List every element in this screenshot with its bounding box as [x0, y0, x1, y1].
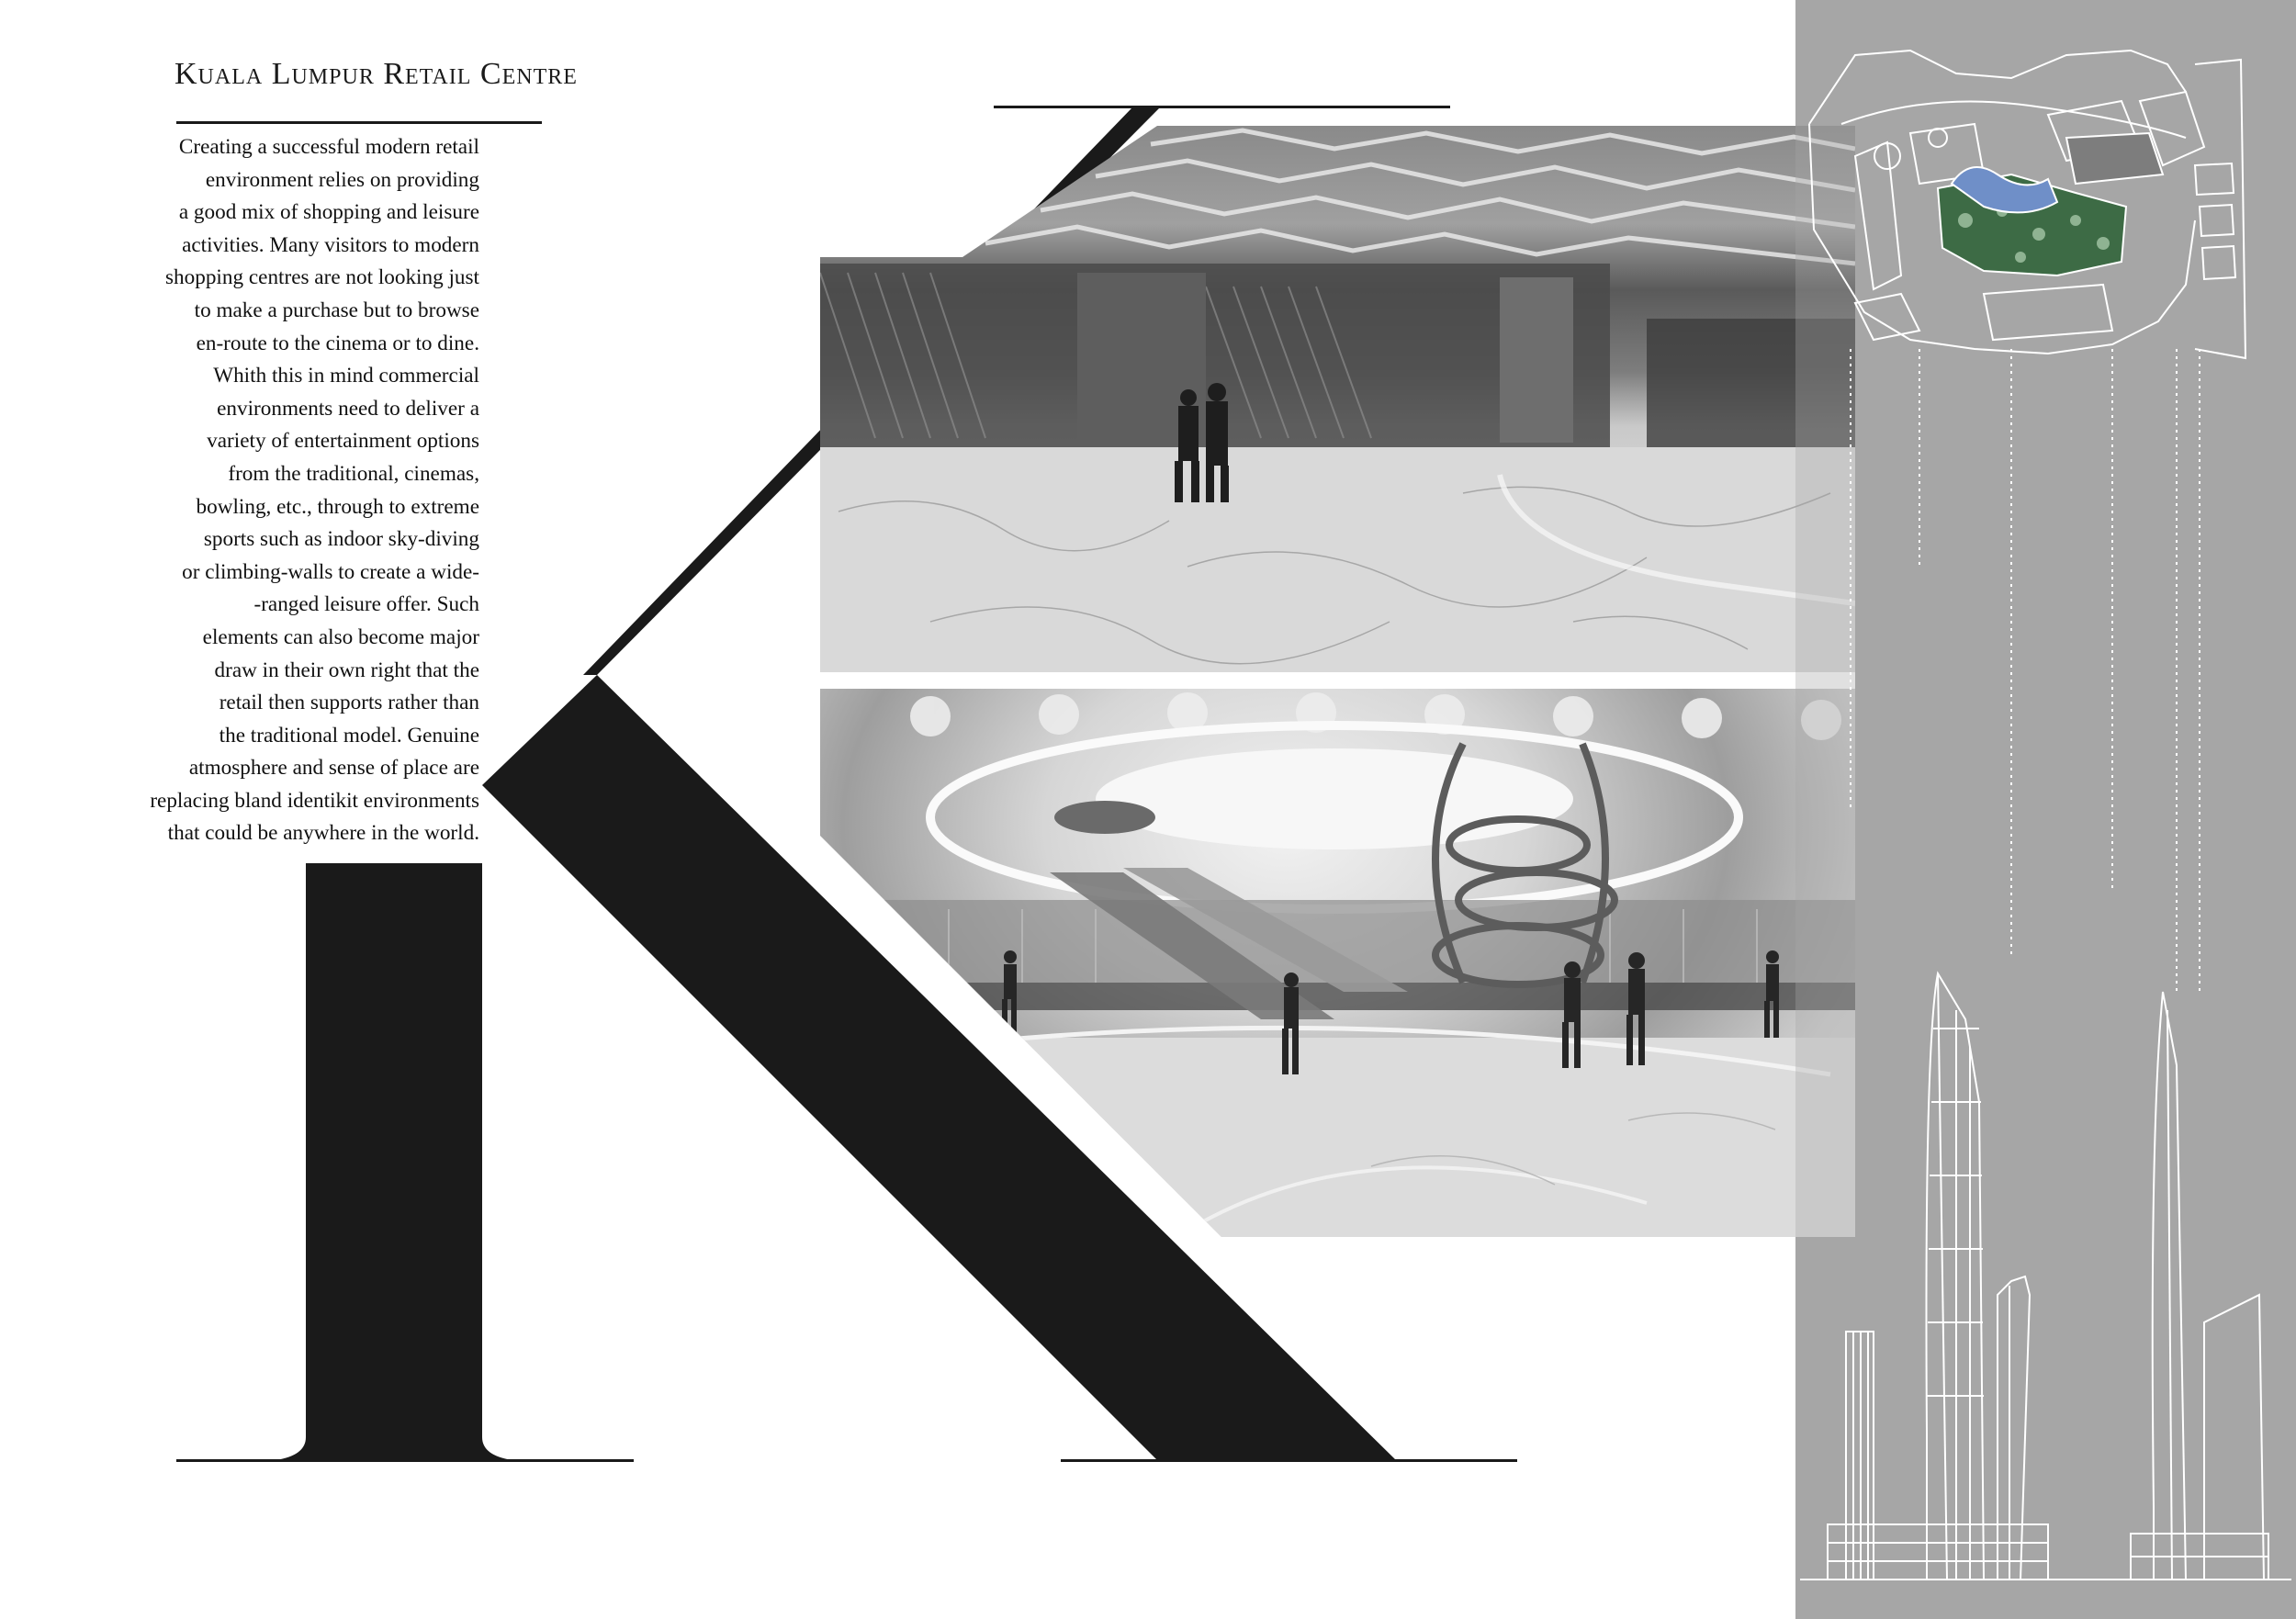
section-guide-lines — [1795, 349, 2296, 992]
paragraph-line: Whith this in mind commercial — [213, 364, 479, 388]
paragraph-line: en-route to the cinema or to dine. — [196, 331, 479, 355]
intro-paragraph — [83, 131, 479, 850]
paragraph-line: shopping centres are not looking just — [165, 265, 479, 290]
paragraph-line: elements can also become major — [202, 624, 479, 649]
page-title: Kuala Lumpur Retail Centre — [174, 57, 578, 91]
paragraph-line: environment relies on providing — [205, 167, 479, 192]
paragraph-line: from the traditional, cinemas, — [228, 461, 479, 486]
paragraph-line: that could be anywhere in the world. — [167, 821, 479, 846]
paragraph-line: to make a purchase but to browse — [194, 298, 479, 322]
paragraph-line: bowling, etc., through to extreme — [196, 494, 479, 519]
paragraph-line: -ranged leisure offer. Such — [253, 592, 479, 617]
paragraph-line: atmosphere and sense of place are — [188, 756, 479, 781]
paragraph-line: replacing bland identikit environments — [150, 788, 479, 813]
paragraph-line: draw in their own right that the — [214, 658, 479, 682]
paragraph-line: variety of entertainment options — [207, 429, 479, 454]
paragraph-line: retail then supports rather than — [219, 691, 479, 715]
paragraph-line: a good mix of shopping and leisure — [178, 200, 479, 225]
paragraph-line: environments need to deliver a — [217, 396, 479, 421]
site-plan-drawing — [1800, 37, 2250, 386]
title-underline — [176, 121, 542, 124]
paragraph-line: sports such as indoor sky-diving — [203, 527, 479, 552]
photo-divider — [820, 672, 1855, 689]
paragraph-line: activities. Many visitors to modern — [182, 232, 479, 257]
paragraph-line: Creating a successful modern retail — [178, 135, 479, 159]
paragraph-line: the traditional model. Genuine — [219, 723, 479, 748]
tower-elevation-drawing — [1800, 955, 2291, 1598]
paragraph-line: or climbing-walls to create a wide- — [182, 559, 479, 584]
